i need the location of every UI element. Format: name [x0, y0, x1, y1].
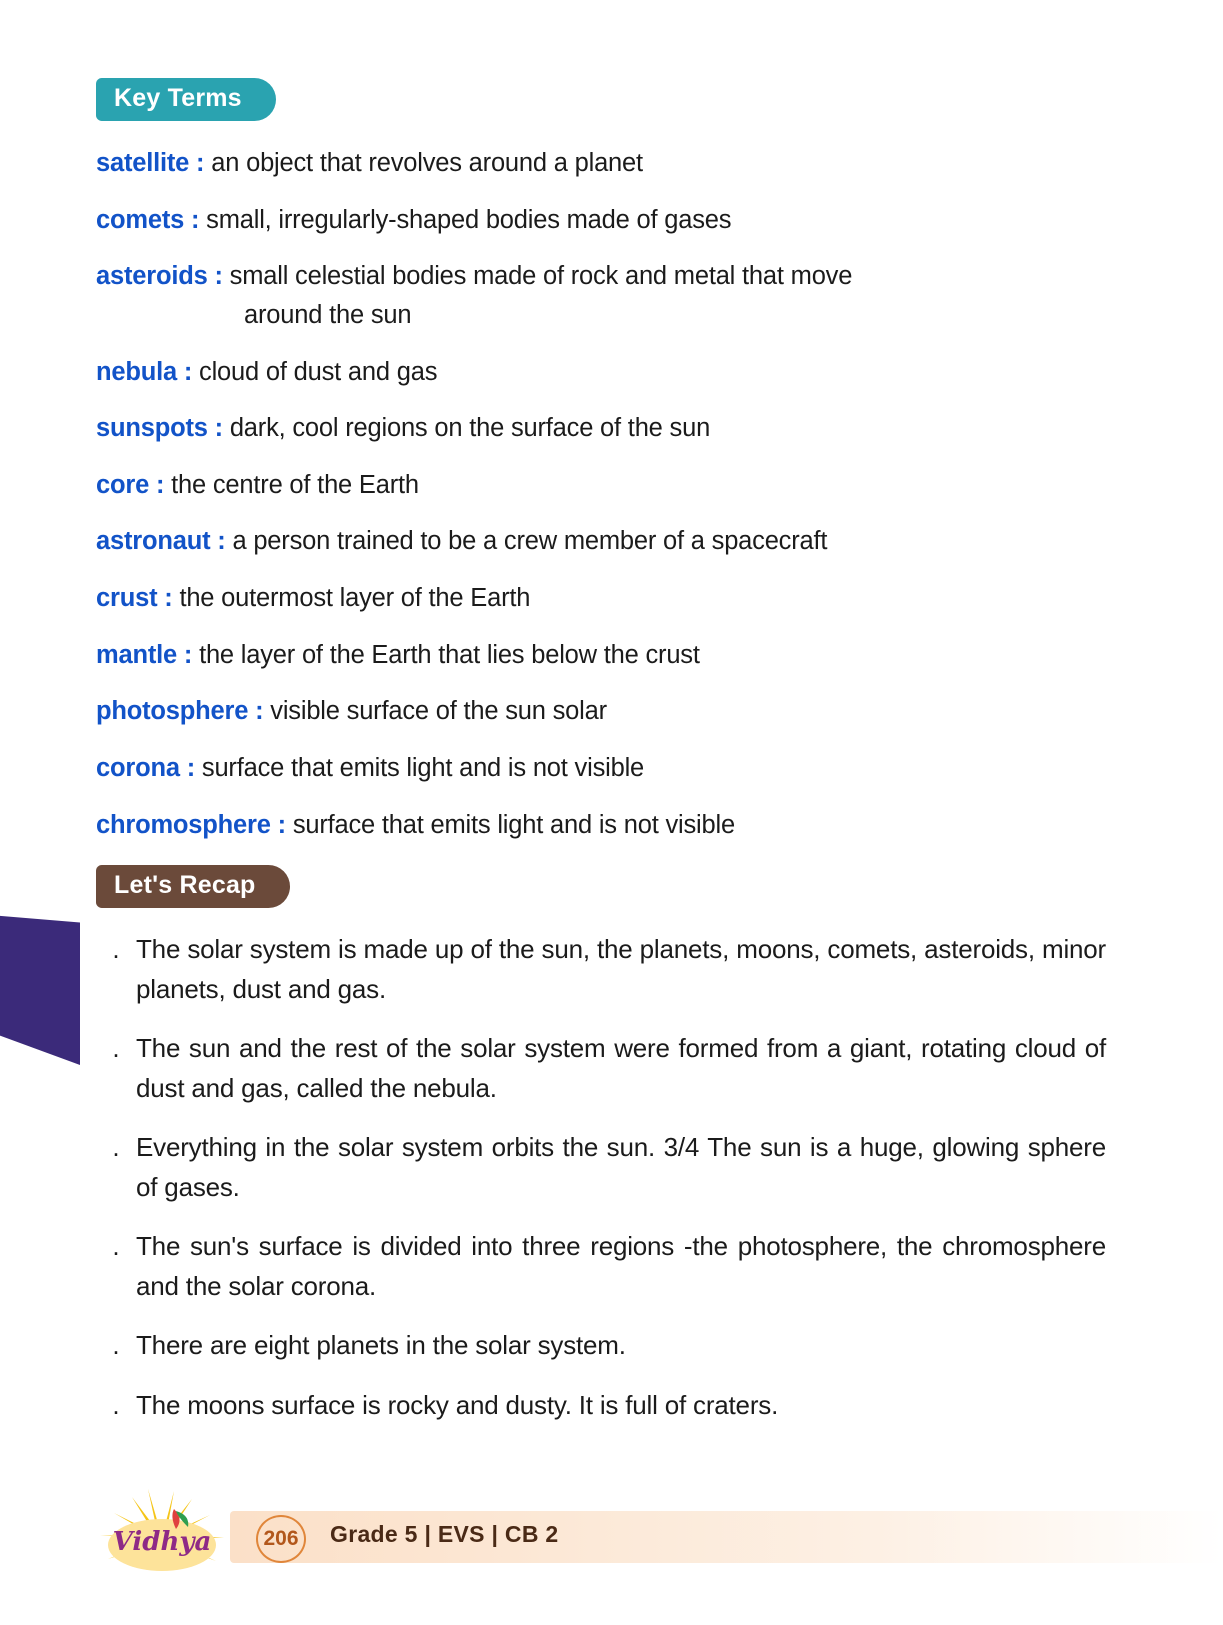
- lets-recap-section: [96, 865, 1106, 1425]
- recap-list: [96, 930, 1106, 1425]
- recap-item: [96, 930, 1106, 1009]
- recap-item-text: The sun and the rest of the solar system were formed from a giant, rotating cloud of dust and gas, called the nebula.: [136, 1033, 1106, 1103]
- term-item: [96, 525, 1106, 558]
- term-word: satellite :: [96, 149, 205, 177]
- term-definition: surface that emits light and is not visible: [201, 753, 645, 782]
- bullet-icon: .: [112, 1132, 120, 1163]
- bullet-icon: .: [112, 1389, 120, 1420]
- bullet-icon: .: [112, 1033, 120, 1064]
- recap-item-text: The solar system is made up of the sun, the planets, moons, comets, asteroids, minor planets, dust and gas.: [136, 934, 1106, 1004]
- recap-item: [96, 1227, 1106, 1306]
- vidhya-logo: [88, 1487, 236, 1583]
- term-word: photosphere :: [96, 697, 264, 726]
- decorative-left-shape: [0, 915, 80, 1065]
- term-definition: the centre of the Earth: [171, 470, 419, 499]
- term-word: asteroids :: [96, 262, 223, 291]
- recap-item-text: Everything in the solar system orbits the sun. 3/4 The sun is a huge, glowing sphere of gases.: [136, 1132, 1106, 1202]
- term-word: core :: [96, 470, 165, 499]
- page-footer: [0, 1505, 1223, 1569]
- term-word: chromosphere :: [96, 810, 286, 839]
- term-item: [96, 582, 1106, 615]
- term-definition: a person trained to be a crew member of a spacecraft: [232, 527, 828, 556]
- page-content: [96, 78, 1106, 1445]
- term-word: crust :: [96, 584, 173, 612]
- term-definition: visible surface of the sun solar: [270, 697, 607, 726]
- term-item: [96, 752, 1106, 785]
- recap-item: [96, 1386, 1106, 1426]
- term-word: nebula :: [96, 357, 193, 386]
- recap-item: [96, 1326, 1106, 1366]
- term-item: [96, 809, 1106, 842]
- key-terms-heading: Key Terms: [96, 78, 276, 121]
- page-number: 206: [256, 1515, 306, 1563]
- recap-item-text: There are eight planets in the solar system.: [136, 1330, 626, 1361]
- lets-recap-heading: Let's Recap: [96, 865, 290, 908]
- logo-text: Vidhya: [112, 1527, 212, 1557]
- term-definition: an object that revolves around a planet: [211, 149, 643, 177]
- term-item: [96, 204, 1106, 237]
- term-item: [96, 260, 1106, 331]
- bullet-icon: .: [112, 1330, 120, 1361]
- term-item: [96, 695, 1106, 728]
- term-word: astronaut :: [96, 527, 226, 556]
- term-word: comets :: [96, 205, 200, 234]
- bullet-icon: .: [112, 1231, 120, 1262]
- term-word: corona :: [96, 753, 195, 782]
- term-word: mantle :: [96, 640, 193, 669]
- term-definition: the outermost layer of the Earth: [179, 584, 531, 612]
- recap-item: [96, 1128, 1106, 1207]
- term-definition: dark, cool regions on the surface of the sun: [229, 414, 711, 443]
- term-item: [96, 639, 1106, 672]
- term-definition: small celestial bodies made of rock and metal that move: [229, 262, 853, 291]
- term-definition: cloud of dust and gas: [199, 357, 438, 386]
- recap-item-text: The moons surface is rocky and dusty. It is full of craters.: [136, 1389, 779, 1420]
- recap-item: [96, 1029, 1106, 1108]
- term-definition: small, irregularly-shaped bodies made of gases: [206, 205, 732, 234]
- term-definition: the layer of the Earth that lies below the crust: [199, 640, 700, 669]
- term-item: [96, 356, 1106, 389]
- recap-item-text: The sun's surface is divided into three regions -the photosphere, the chromosphere and the solar corona.: [136, 1231, 1106, 1301]
- key-terms-section: [96, 78, 1106, 841]
- footer-caption: Grade 5 | EVS | CB 2: [330, 1521, 559, 1547]
- term-item: [96, 147, 1106, 180]
- term-word: sunspots :: [96, 414, 223, 443]
- term-definition-continuation: around the sun: [244, 300, 412, 329]
- term-item: [96, 469, 1106, 502]
- key-terms-list: [96, 147, 1106, 841]
- term-item: [96, 412, 1106, 445]
- term-definition: surface that emits light and is not visible: [292, 810, 735, 839]
- bullet-icon: .: [112, 934, 120, 965]
